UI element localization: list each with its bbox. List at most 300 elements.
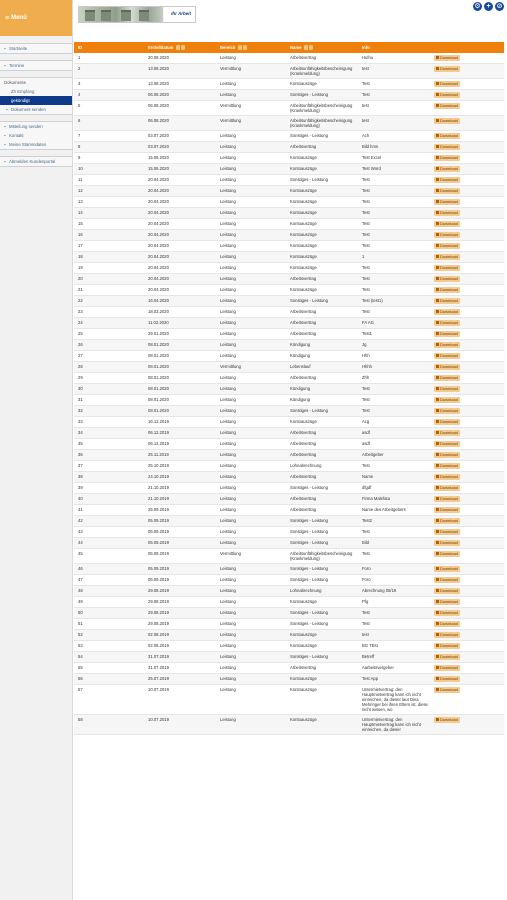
download-button[interactable] bbox=[434, 166, 460, 172]
download-icon bbox=[436, 321, 439, 324]
cell-id: 48 bbox=[74, 586, 144, 597]
cell-actions bbox=[430, 175, 504, 186]
cell-erstelldatum: 10.07.2019 bbox=[144, 715, 216, 735]
cell-id: 7 bbox=[74, 131, 144, 142]
cell-bereich: Leistung bbox=[216, 564, 286, 575]
cell-erstelldatum: 18.03.2020 bbox=[144, 307, 216, 318]
cell-id: 43 bbox=[74, 527, 144, 538]
cell-id: 16 bbox=[74, 230, 144, 241]
table-row bbox=[74, 494, 504, 505]
cell-actions bbox=[430, 230, 504, 241]
download-button[interactable] bbox=[434, 665, 460, 671]
download-button[interactable] bbox=[434, 188, 460, 194]
download-button[interactable] bbox=[434, 621, 460, 627]
sort-icon[interactable] bbox=[176, 45, 180, 50]
cell-actions bbox=[430, 252, 504, 263]
download-button[interactable] bbox=[434, 254, 460, 260]
table-row bbox=[74, 142, 504, 153]
table-row bbox=[74, 79, 504, 90]
download-icon bbox=[436, 93, 439, 96]
cell-name: Sonstiges - Leistung bbox=[286, 516, 358, 527]
sidebar-item-label: Termine bbox=[9, 63, 25, 68]
cell-id: 22 bbox=[74, 296, 144, 307]
filter-icon[interactable] bbox=[181, 45, 185, 50]
cell-erstelldatum: 25.07.2019 bbox=[144, 674, 216, 685]
download-button[interactable] bbox=[434, 232, 460, 238]
cell-name: Kontoauszüge bbox=[286, 674, 358, 685]
cell-info: Test2 bbox=[358, 516, 430, 527]
settings-icon[interactable]: ⚙ bbox=[474, 3, 481, 10]
cell-info: Test bbox=[358, 90, 430, 101]
cell-id: 37 bbox=[74, 461, 144, 472]
download-button[interactable] bbox=[434, 717, 460, 723]
download-label: Download bbox=[440, 331, 458, 336]
cell-actions bbox=[430, 373, 504, 384]
cell-name: Kündigung bbox=[286, 384, 358, 395]
table-row bbox=[74, 461, 504, 472]
download-button[interactable] bbox=[434, 452, 460, 458]
cell-id: 1 bbox=[74, 53, 144, 64]
cell-actions bbox=[430, 608, 504, 619]
sidebar-item-kontakt[interactable] bbox=[0, 131, 72, 140]
cell-name: Arbeitsvertrag bbox=[286, 450, 358, 461]
download-button[interactable] bbox=[434, 496, 460, 502]
cell-name: Sonstiges - Leistung bbox=[286, 564, 358, 575]
download-label: Download bbox=[440, 221, 458, 226]
download-label: Download bbox=[440, 397, 458, 402]
download-label: Download bbox=[440, 287, 458, 292]
download-button[interactable] bbox=[434, 566, 460, 572]
cell-actions bbox=[430, 64, 504, 79]
download-icon bbox=[436, 578, 439, 581]
user-icon: ▪ bbox=[4, 142, 6, 147]
download-icon bbox=[436, 688, 439, 691]
download-button[interactable] bbox=[434, 265, 460, 271]
cell-bereich: Leistung bbox=[216, 641, 286, 652]
download-button[interactable] bbox=[434, 118, 460, 124]
cell-bereich: Leistung bbox=[216, 252, 286, 263]
cell-id: 51 bbox=[74, 619, 144, 630]
cell-info: Test Excel bbox=[358, 153, 430, 164]
download-button[interactable] bbox=[434, 687, 460, 693]
cell-name: Sonstiges - Leistung bbox=[286, 483, 358, 494]
download-button[interactable] bbox=[434, 485, 460, 491]
download-button[interactable] bbox=[434, 408, 460, 414]
table-row bbox=[74, 351, 504, 362]
cell-name: Arbeitsvertrag bbox=[286, 428, 358, 439]
download-label: Download bbox=[440, 643, 458, 648]
menu-toggle[interactable] bbox=[0, 0, 72, 36]
cell-actions bbox=[430, 307, 504, 318]
cell-actions bbox=[430, 329, 504, 340]
cell-bereich: Vermittlung bbox=[216, 64, 286, 79]
download-button[interactable] bbox=[434, 610, 460, 616]
cell-name: Kontoauszüge bbox=[286, 230, 358, 241]
download-button[interactable] bbox=[434, 430, 460, 436]
download-button[interactable] bbox=[434, 81, 460, 87]
download-icon bbox=[436, 277, 439, 280]
table-row bbox=[74, 131, 504, 142]
cell-erstelldatum: 03.07.2020 bbox=[144, 142, 216, 153]
download-icon bbox=[436, 104, 439, 107]
download-icon bbox=[436, 589, 439, 592]
cell-name: Sonstiges - Leistung bbox=[286, 619, 358, 630]
cell-actions bbox=[430, 619, 504, 630]
download-button[interactable] bbox=[434, 55, 460, 61]
col-header-info[interactable]: Info bbox=[358, 42, 430, 53]
sidebar-item-zh-empfang[interactable] bbox=[0, 87, 72, 96]
cell-actions bbox=[430, 296, 504, 307]
cell-info: Test bbox=[358, 619, 430, 630]
cell-name: Lohnabrechnung bbox=[286, 461, 358, 472]
download-button[interactable] bbox=[434, 551, 460, 557]
cell-info: Test bbox=[358, 406, 430, 417]
table-row bbox=[74, 575, 504, 586]
sidebar-item-termine[interactable] bbox=[0, 61, 72, 70]
download-icon bbox=[436, 530, 439, 533]
add-icon[interactable]: + bbox=[484, 2, 493, 11]
download-label: Download bbox=[440, 496, 458, 501]
dokumente-heading: Dokumente bbox=[4, 80, 26, 85]
cell-name: Kontoauszüge bbox=[286, 252, 358, 263]
download-button[interactable] bbox=[434, 298, 460, 304]
download-label: Download bbox=[440, 103, 458, 108]
house-graphic bbox=[121, 10, 131, 21]
cell-bereich: Leistung bbox=[216, 428, 286, 439]
cell-erstelldatum: 31.07.2019 bbox=[144, 663, 216, 674]
cell-name: Kontoauszüge bbox=[286, 79, 358, 90]
download-button[interactable] bbox=[434, 210, 460, 216]
download-icon bbox=[436, 189, 439, 192]
cell-actions bbox=[430, 564, 504, 575]
download-label: Download bbox=[440, 320, 458, 325]
cell-name: Arbeitsunfähigkeitsbescheinigung (Krankmeldung) bbox=[286, 64, 358, 79]
cell-bereich: Leistung bbox=[216, 230, 286, 241]
cell-id: 28 bbox=[74, 362, 144, 373]
download-label: Download bbox=[440, 364, 458, 369]
download-button[interactable] bbox=[434, 309, 460, 315]
table-row bbox=[74, 197, 504, 208]
download-button[interactable] bbox=[434, 577, 460, 583]
download-label: Download bbox=[440, 474, 458, 479]
download-button[interactable] bbox=[434, 397, 460, 403]
cell-id: 45 bbox=[74, 549, 144, 564]
cell-erstelldatum: 08.01.2020 bbox=[144, 362, 216, 373]
cell-bereich: Leistung bbox=[216, 153, 286, 164]
cell-erstelldatum: 13.08.2020 bbox=[144, 64, 216, 79]
cell-name: Kontoauszüge bbox=[286, 641, 358, 652]
cell-name: Sonstiges - Leistung bbox=[286, 608, 358, 619]
download-label: Download bbox=[440, 610, 458, 615]
cell-id: 21 bbox=[74, 285, 144, 296]
cell-id: 15 bbox=[74, 219, 144, 230]
download-icon bbox=[436, 600, 439, 603]
table-row bbox=[74, 450, 504, 461]
cell-id: 35 bbox=[74, 439, 144, 450]
sidebar-item-abmelden-kundenportal[interactable] bbox=[0, 157, 72, 166]
download-label: Download bbox=[440, 342, 458, 347]
cell-info: Test bbox=[358, 549, 430, 564]
table-row bbox=[74, 586, 504, 597]
cell-bereich: Leistung bbox=[216, 685, 286, 715]
col-header-bereich[interactable]: Bereich bbox=[216, 42, 286, 53]
download-icon bbox=[436, 387, 439, 390]
filter-icon[interactable] bbox=[243, 45, 247, 50]
cell-id: 12 bbox=[74, 186, 144, 197]
cell-bereich: Leistung bbox=[216, 608, 286, 619]
table-row bbox=[74, 340, 504, 351]
download-button[interactable] bbox=[434, 276, 460, 282]
cell-erstelldatum: 16.04.2020 bbox=[144, 296, 216, 307]
sidebar-item-mitteilung-senden[interactable] bbox=[0, 122, 72, 131]
cell-info: Test1 bbox=[358, 329, 430, 340]
cell-id: 38 bbox=[74, 472, 144, 483]
col-header-erstelldatum[interactable]: Erstelldatum bbox=[144, 42, 216, 53]
cell-id: 39 bbox=[74, 483, 144, 494]
download-label: Download bbox=[440, 599, 458, 604]
sidebar-item-label: gekündigt bbox=[11, 98, 30, 103]
cell-erstelldatum: 02.08.2019 bbox=[144, 630, 216, 641]
cell-info: Test (test1) bbox=[358, 296, 430, 307]
cell-bereich: Vermittlung bbox=[216, 549, 286, 564]
cell-actions bbox=[430, 153, 504, 164]
cell-id: 58 bbox=[74, 715, 144, 735]
col-header-name[interactable]: Name bbox=[286, 42, 358, 53]
cell-name: Kontoauszüge bbox=[286, 153, 358, 164]
cell-info: Test bbox=[358, 175, 430, 186]
cell-bereich: Leistung bbox=[216, 274, 286, 285]
download-button[interactable] bbox=[434, 540, 460, 546]
cell-bereich: Leistung bbox=[216, 318, 286, 329]
download-label: Download bbox=[440, 276, 458, 281]
download-label: Download bbox=[440, 452, 458, 457]
cell-id: 54 bbox=[74, 652, 144, 663]
cell-bereich: Leistung bbox=[216, 164, 286, 175]
download-button[interactable] bbox=[434, 103, 460, 109]
cell-name: Kontoauszüge bbox=[286, 241, 358, 252]
cell-actions bbox=[430, 53, 504, 64]
download-label: Download bbox=[440, 177, 458, 182]
download-button[interactable] bbox=[434, 320, 460, 326]
cell-info: Pfg bbox=[358, 597, 430, 608]
cell-id: 33 bbox=[74, 417, 144, 428]
cell-bereich: Leistung bbox=[216, 575, 286, 586]
cell-actions bbox=[430, 263, 504, 274]
cell-info: BG TEst bbox=[358, 641, 430, 652]
download-button[interactable] bbox=[434, 419, 460, 425]
cell-actions bbox=[430, 494, 504, 505]
table-row bbox=[74, 564, 504, 575]
cell-actions bbox=[430, 362, 504, 373]
download-button[interactable] bbox=[434, 364, 460, 370]
cell-id: 34 bbox=[74, 428, 144, 439]
cell-erstelldatum: 03.07.2020 bbox=[144, 131, 216, 142]
cell-info: Untermietvertrag: den Hauptmietvertrag kann ich nicht einreichen, da dieser bbox=[358, 715, 430, 735]
download-label: Download bbox=[440, 441, 458, 446]
cell-name: Sonstiges - Leistung bbox=[286, 406, 358, 417]
download-icon bbox=[436, 475, 439, 478]
cell-erstelldatum: 15.06.2020 bbox=[144, 153, 216, 164]
download-icon bbox=[436, 332, 439, 335]
cell-info: Test bbox=[358, 186, 430, 197]
download-button[interactable] bbox=[434, 66, 460, 72]
cell-info: Test bbox=[358, 527, 430, 538]
cell-name: Arbeitsvertrag bbox=[286, 274, 358, 285]
cell-info: Foro bbox=[358, 575, 430, 586]
cell-erstelldatum: 29.08.2019 bbox=[144, 597, 216, 608]
cell-info: Acg bbox=[358, 417, 430, 428]
cell-bereich: Leistung bbox=[216, 538, 286, 549]
table-row bbox=[74, 472, 504, 483]
download-button[interactable] bbox=[434, 507, 460, 513]
cell-actions bbox=[430, 208, 504, 219]
cell-name: Arbeitsvertrag bbox=[286, 307, 358, 318]
download-icon bbox=[436, 233, 439, 236]
table-row bbox=[74, 417, 504, 428]
cell-name: Sonstiges - Leistung bbox=[286, 175, 358, 186]
cell-erstelldatum: 06.08.2020 bbox=[144, 101, 216, 116]
download-button[interactable] bbox=[434, 287, 460, 293]
filter-icon[interactable] bbox=[309, 45, 313, 50]
sidebar-item-gekündigt[interactable] bbox=[0, 96, 72, 105]
download-button[interactable] bbox=[434, 474, 460, 480]
download-icon bbox=[436, 431, 439, 434]
download-button[interactable] bbox=[434, 177, 460, 183]
cell-id: 41 bbox=[74, 505, 144, 516]
download-button[interactable] bbox=[434, 243, 460, 249]
cell-info: Test bbox=[358, 461, 430, 472]
download-button[interactable] bbox=[434, 353, 460, 359]
house-graphic bbox=[139, 10, 149, 21]
nav-group-logout bbox=[0, 156, 72, 167]
cell-bereich: Leistung bbox=[216, 373, 286, 384]
sidebar-item-meine-stammdaten[interactable] bbox=[0, 140, 72, 149]
download-icon bbox=[436, 354, 439, 357]
sidebar-item-startseite[interactable] bbox=[0, 44, 72, 53]
download-label: Download bbox=[440, 133, 458, 138]
download-button[interactable] bbox=[434, 463, 460, 469]
cell-erstelldatum: 08.01.2020 bbox=[144, 340, 216, 351]
table-row bbox=[74, 241, 504, 252]
download-label: Download bbox=[440, 540, 458, 545]
table-row bbox=[74, 715, 504, 735]
download-button[interactable] bbox=[434, 133, 460, 139]
cell-erstelldatum: 15.06.2020 bbox=[144, 164, 216, 175]
cell-id: 4 bbox=[74, 90, 144, 101]
cell-actions bbox=[430, 241, 504, 252]
cell-actions bbox=[430, 428, 504, 439]
sidebar-item-label: Zh Empfang bbox=[11, 89, 35, 94]
cell-id: 52 bbox=[74, 630, 144, 641]
cell-bereich: Leistung bbox=[216, 307, 286, 318]
download-button[interactable] bbox=[434, 144, 460, 150]
col-header-id[interactable]: ID bbox=[74, 42, 144, 53]
download-button[interactable] bbox=[434, 155, 460, 161]
sidebar-item-label: Abmelden Kundenportal bbox=[9, 159, 56, 164]
cell-name: Kontoauszüge bbox=[286, 164, 358, 175]
table-row bbox=[74, 53, 504, 64]
cell-info: Test bbox=[358, 230, 430, 241]
download-button[interactable] bbox=[434, 632, 460, 638]
cell-name: Sonstiges - Leistung bbox=[286, 575, 358, 586]
cell-bereich: Leistung bbox=[216, 715, 286, 735]
download-button[interactable] bbox=[434, 599, 460, 605]
cell-erstelldatum: 20.04.2020 bbox=[144, 197, 216, 208]
cell-actions bbox=[430, 516, 504, 527]
sort-icon[interactable] bbox=[304, 45, 308, 50]
download-button[interactable] bbox=[434, 199, 460, 205]
download-button[interactable] bbox=[434, 441, 460, 447]
cell-name: Lebenslauf bbox=[286, 362, 358, 373]
download-label: Download bbox=[440, 485, 458, 490]
download-icon bbox=[436, 145, 439, 148]
cell-info: FA AG bbox=[358, 318, 430, 329]
company-logo[interactable] bbox=[78, 6, 196, 23]
table-row bbox=[74, 318, 504, 329]
cell-name: Arbeitsvertrag bbox=[286, 505, 358, 516]
cell-actions bbox=[430, 439, 504, 450]
cell-bereich: Vermittlung bbox=[216, 101, 286, 116]
download-label: Download bbox=[440, 676, 458, 681]
download-label: Download bbox=[440, 144, 458, 149]
cell-info: test bbox=[358, 64, 430, 79]
download-button[interactable] bbox=[434, 221, 460, 227]
cell-erstelldatum: 21.10.2019 bbox=[144, 483, 216, 494]
table-row bbox=[74, 439, 504, 450]
download-icon bbox=[436, 222, 439, 225]
cell-erstelldatum: 05.09.2019 bbox=[144, 516, 216, 527]
download-button[interactable] bbox=[434, 588, 460, 594]
download-button[interactable] bbox=[434, 529, 460, 535]
cell-name: Arbeitsvertrag bbox=[286, 494, 358, 505]
download-button[interactable] bbox=[434, 676, 460, 682]
sidebar-item-dokument-senden[interactable] bbox=[0, 105, 72, 114]
cell-id: 18 bbox=[74, 252, 144, 263]
download-button[interactable] bbox=[434, 342, 460, 348]
download-label: Download bbox=[440, 588, 458, 593]
cell-erstelldatum: 06.12.2019 bbox=[144, 428, 216, 439]
table-row bbox=[74, 307, 504, 318]
upload-icon: ▪ bbox=[6, 107, 8, 112]
cell-id: 2 bbox=[74, 64, 144, 79]
download-button[interactable] bbox=[434, 518, 460, 524]
download-button[interactable] bbox=[434, 654, 460, 660]
cell-actions bbox=[430, 351, 504, 362]
cell-name: Arbeitsunfähigkeitsbescheinigung (Krankmeldung) bbox=[286, 116, 358, 131]
cell-id: 8 bbox=[74, 142, 144, 153]
download-icon bbox=[436, 167, 439, 170]
cancel-icon[interactable]: ⊘ bbox=[496, 3, 503, 10]
cell-info: Foro bbox=[358, 564, 430, 575]
download-icon bbox=[436, 464, 439, 467]
download-button[interactable] bbox=[434, 92, 460, 98]
cell-actions bbox=[430, 527, 504, 538]
table-row bbox=[74, 252, 504, 263]
download-label: Download bbox=[440, 81, 458, 86]
download-icon bbox=[436, 677, 439, 680]
sort-icon[interactable] bbox=[238, 45, 242, 50]
cell-info: Test bbox=[358, 197, 430, 208]
table-body bbox=[74, 53, 504, 735]
cell-bereich: Leistung bbox=[216, 263, 286, 274]
download-button[interactable] bbox=[434, 375, 460, 381]
cell-info: Zhh bbox=[358, 373, 430, 384]
download-button[interactable] bbox=[434, 643, 460, 649]
download-label: Download bbox=[440, 210, 458, 215]
download-button[interactable] bbox=[434, 331, 460, 337]
cell-actions bbox=[430, 116, 504, 131]
download-button[interactable] bbox=[434, 386, 460, 392]
